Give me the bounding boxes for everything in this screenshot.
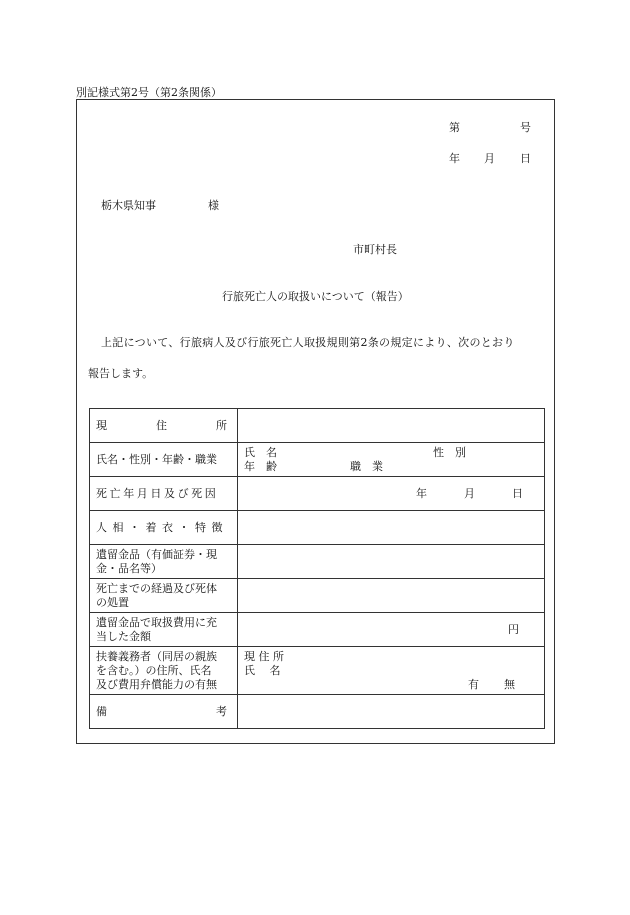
label-support-obligor <box>90 647 238 695</box>
value-address[interactable] <box>238 409 545 443</box>
label-progress-line-1: 死亡までの経過及び死体 <box>96 581 217 595</box>
row-progress-disposal <box>90 579 545 613</box>
date-day: 日 <box>520 152 531 165</box>
label-belongings-line-2: 金・品名等） <box>96 561 162 575</box>
row-address <box>90 409 545 443</box>
label-address <box>90 409 238 443</box>
label-address-char-1: 現 <box>96 418 107 432</box>
label-belongings-line-1: 遺留金品（有価証券・現 <box>96 547 217 561</box>
number-dai: 第 <box>449 121 460 134</box>
row-appearance <box>90 511 545 545</box>
ability-yes: 有 <box>468 677 479 691</box>
obligor-name: 氏 名 <box>244 663 281 677</box>
value-amount-applied[interactable] <box>238 613 545 647</box>
value-appearance[interactable] <box>238 511 545 545</box>
row-name-sex-age-job <box>90 443 545 477</box>
date-year: 年 <box>449 152 460 165</box>
label-amount-line-1: 遺留金品で取扱費用に充 <box>96 615 217 629</box>
label-amount-line-2: 当した金額 <box>96 629 151 643</box>
row-belongings <box>90 545 545 579</box>
row-death-date-cause <box>90 477 545 511</box>
label-remarks-char-1: 備 <box>96 704 107 718</box>
body-line-1: 上記について、行旅病人及び行旅死亡人取扱規則第2条の規定により、次のとおり <box>101 336 515 349</box>
death-year: 年 <box>416 486 427 500</box>
label-progress-disposal <box>90 579 238 613</box>
death-month: 月 <box>464 486 475 500</box>
subfield-job: 職 業 <box>350 459 383 473</box>
label-obligor-line-2: を含む。）の住所、氏名 <box>96 663 212 677</box>
subject: 行旅死亡人の取扱いについて（報告） <box>222 290 409 303</box>
report-table <box>89 408 545 729</box>
label-amount-applied <box>90 613 238 647</box>
subfield-sex: 性 別 <box>433 445 466 459</box>
number-go: 号 <box>520 121 531 134</box>
value-progress-disposal[interactable] <box>238 579 545 613</box>
row-amount-applied <box>90 613 545 647</box>
sender: 市町村長 <box>353 243 397 256</box>
row-support-obligor <box>90 647 545 695</box>
value-death-date-cause[interactable] <box>238 477 545 511</box>
ability-no: 無 <box>504 677 515 691</box>
label-remarks-char-2: 考 <box>216 704 227 718</box>
form-title: 別記様式第2号（第2条関係） <box>76 86 222 99</box>
obligor-address: 現 住 所 <box>244 649 284 663</box>
addressee: 栃木県知事 <box>101 199 156 212</box>
yen-unit: 円 <box>508 622 519 636</box>
label-address-char-3: 所 <box>216 418 227 432</box>
label-obligor-line-3: 及び費用弁償能力の有無 <box>96 677 217 691</box>
label-belongings <box>90 545 238 579</box>
value-remarks[interactable] <box>238 695 545 729</box>
label-death-date-cause: 死亡年月日及び死因 <box>90 477 238 511</box>
label-name-sex-age-job: 氏名・性別・年齢・職業 <box>90 443 238 477</box>
label-obligor-line-1: 扶養義務者（同居の親族 <box>96 649 217 663</box>
value-belongings[interactable] <box>238 545 545 579</box>
value-support-obligor[interactable] <box>238 647 545 695</box>
subfield-age: 年 齢 <box>244 459 277 473</box>
date-month: 月 <box>484 152 495 165</box>
body-line-2: 報告します。 <box>88 367 154 380</box>
label-remarks <box>90 695 238 729</box>
label-appearance: 人相・着衣・特徴 <box>90 511 238 545</box>
row-remarks <box>90 695 545 729</box>
addressee-sama: 様 <box>208 199 219 212</box>
label-address-char-2: 住 <box>156 418 167 432</box>
label-progress-line-2: の処置 <box>96 595 129 609</box>
subfield-name: 氏 名 <box>244 445 277 459</box>
death-day: 日 <box>512 486 523 500</box>
value-name-sex-age-job[interactable] <box>238 443 545 477</box>
